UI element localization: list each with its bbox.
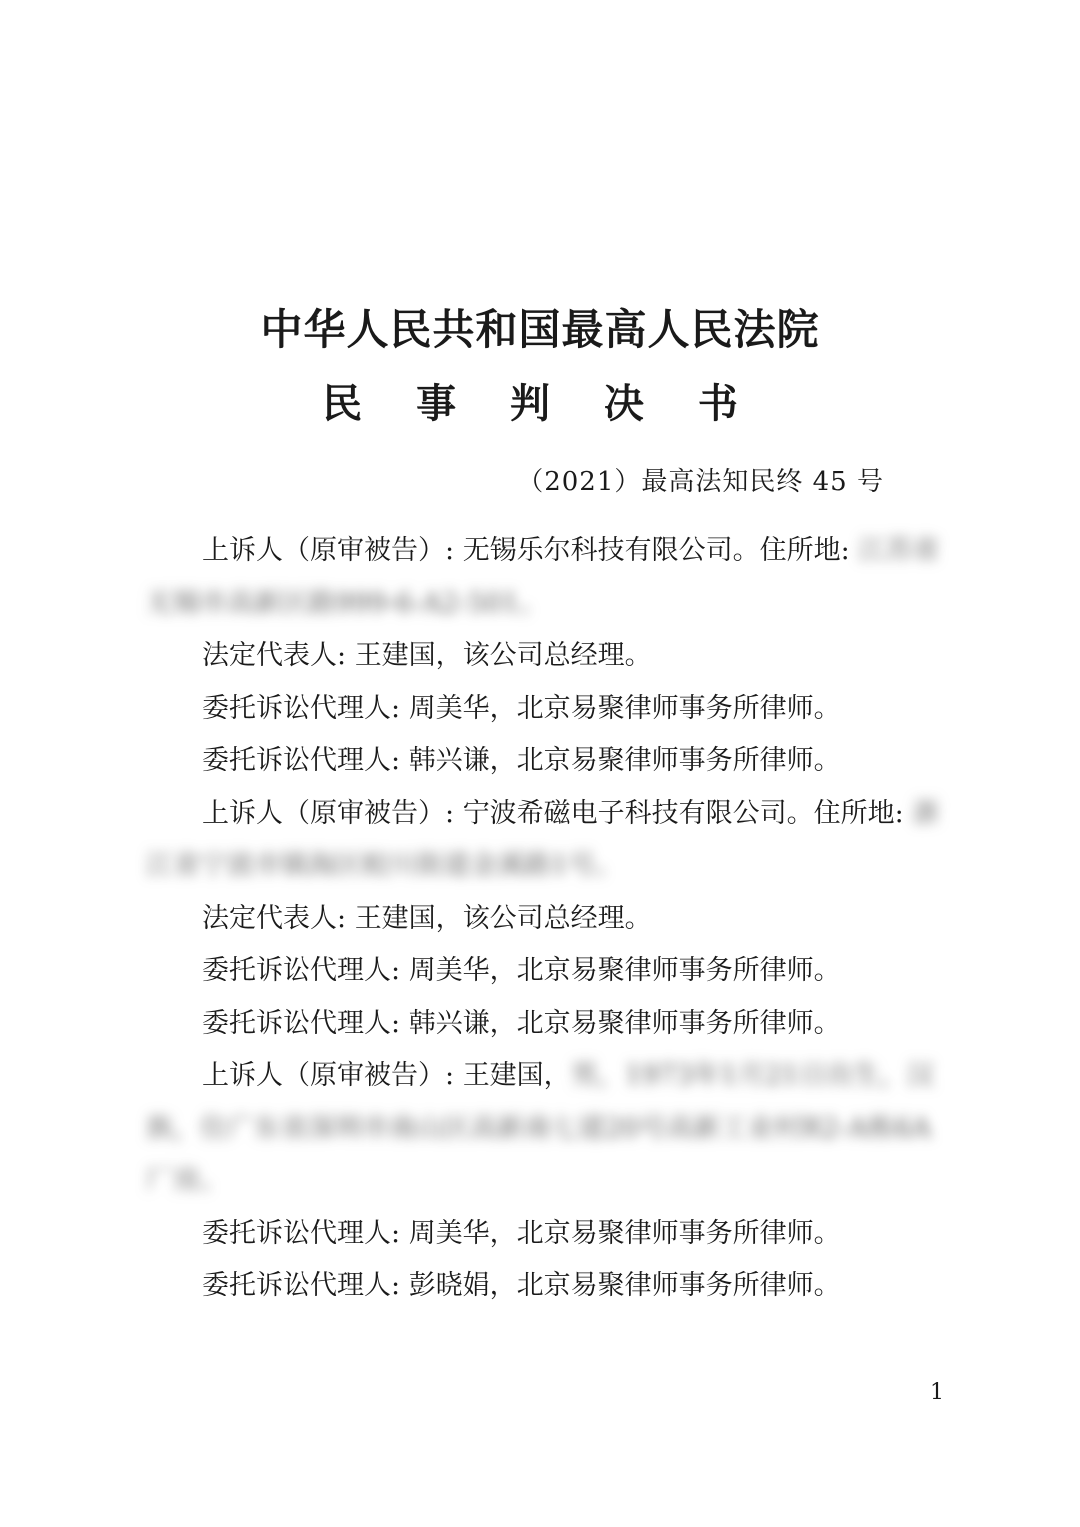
party-label: 委托诉讼代理人: [202,1217,409,1249]
page-number: 1 [930,1380,944,1405]
party-appellant-2 [146,788,946,893]
party-name: 韩兴谦，北京易聚律师事务所律师。 [408,1007,841,1039]
party-appellant-3 [146,1050,946,1208]
agent-3b [146,1260,946,1313]
court-title: 中华人民共和国最高人民法院 [260,305,820,354]
party-name: 王建国，该公司总经理。 [354,640,652,671]
party-name: 王建国， [462,1060,571,1091]
party-name: 无锡乐尔科技有限公司。住所地: [462,535,859,566]
party-label: 法定代表人: [202,640,355,671]
agent-1b [146,735,946,788]
redacted-address: 江苏省无锡市高新区路999-6-A2-501。 [146,535,940,619]
party-name: 周美华，北京易聚律师事务所律师。 [408,955,841,986]
party-appellant-1 [146,525,946,630]
party-list [146,525,946,1313]
case-number: （2021）最高法知民终 45 号 [517,467,884,497]
party-label: 上诉人（原审被告）: [202,797,463,829]
party-label: 委托诉讼代理人: [202,1270,409,1301]
party-name: 王建国，该公司总经理。 [354,902,652,934]
party-name: 宁波希磁电子科技有限公司。住所地: [462,797,913,829]
party-label: 委托诉讼代理人: [202,745,409,776]
party-name: 周美华，北京易聚律师事务所律师。 [408,1217,841,1249]
party-name: 韩兴谦，北京易聚律师事务所律师。 [408,745,841,776]
legal-representative-2 [146,893,946,946]
party-name: 彭晓娟，北京易聚律师事务所律师。 [408,1270,841,1301]
redacted-address: 浙江省宁波市镇海区蛟川街道金溪路1号。 [146,797,940,881]
agent-2b [146,998,946,1051]
agent-3a [146,1208,946,1261]
agent-2a [146,945,946,998]
party-label: 委托诉讼代理人: [202,692,409,724]
party-label: 上诉人（原审被告）: [202,1060,463,1091]
document-type-title: 民 事 判 决 书 [322,380,758,427]
party-label: 委托诉讼代理人: [202,955,409,986]
party-label: 法定代表人: [202,902,355,934]
agent-1a [146,683,946,736]
legal-representative-1 [146,630,946,683]
redacted-personal-info: 男，1973年1月21日出生，汉族，住广东省深圳市南山区高新南七道20号高新工业村R2-A栋6A厂房。 [146,1060,934,1196]
party-label: 上诉人（原审被告）: [202,535,463,566]
party-label: 委托诉讼代理人: [202,1007,409,1039]
party-name: 周美华，北京易聚律师事务所律师。 [408,692,841,724]
